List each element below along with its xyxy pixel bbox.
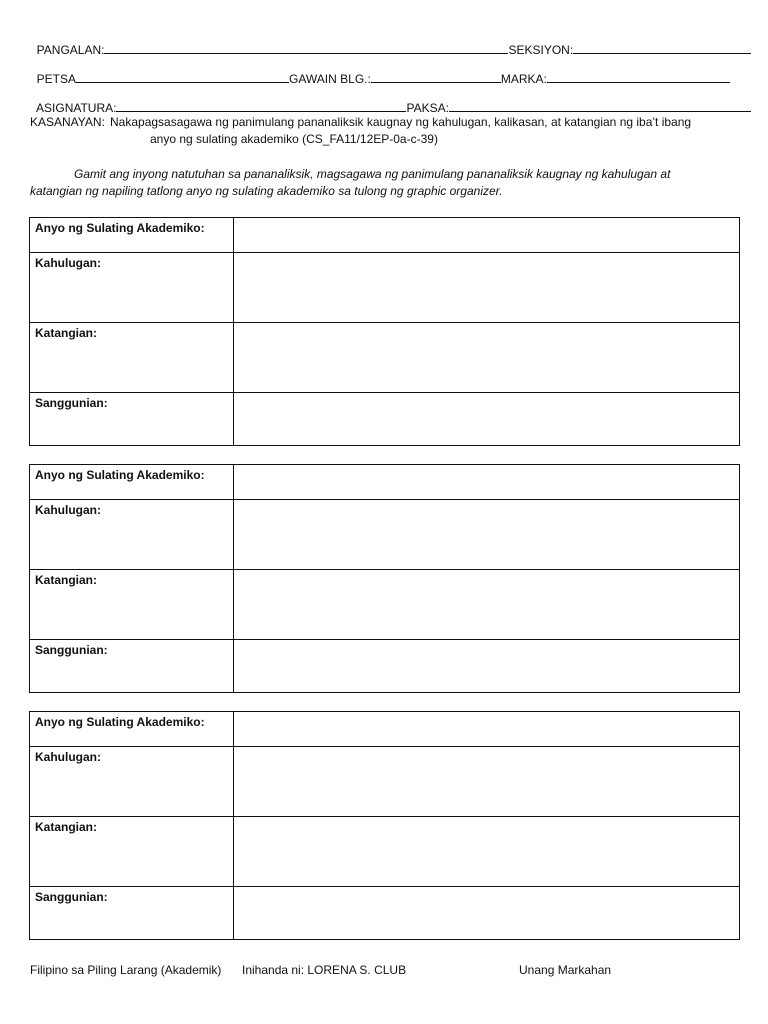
kasanayan-line-1: Nakapagsasagawa ng panimulang pananaliksik kaugnay ng kahulugan, kalikasan, at katangian ng iba’t ibang xyxy=(110,115,692,129)
kasanayan-line-2: anyo ng sulating akademiko (CS_FA11/12EP-0a-c-39) xyxy=(150,132,438,146)
katangian-label: Katangian: xyxy=(30,817,234,887)
kahulugan-label: Kahulugan: xyxy=(30,253,234,323)
asignatura-label: ASIGNATURA: xyxy=(36,101,117,115)
asignatura-field[interactable] xyxy=(116,100,406,112)
katangian-answer-cell[interactable] xyxy=(234,817,740,887)
marka-field[interactable] xyxy=(547,71,730,83)
kasanayan-label: KASANAYAN: xyxy=(30,115,105,129)
kasanayan-text xyxy=(110,114,730,148)
organizer-row-katangian xyxy=(30,817,740,887)
marka-label: MARKA: xyxy=(500,72,547,86)
instructions-line-2: katangian ng napiling tatlong anyo ng sulating akademiko sa tulong ng graphic organizer. xyxy=(30,184,503,198)
header-row-3 xyxy=(30,86,751,115)
petsa-field[interactable] xyxy=(76,71,289,83)
kahulugan-answer-cell[interactable] xyxy=(234,500,740,570)
sanggunian-label: Sanggunian: xyxy=(30,393,234,446)
katangian-label: Katangian: xyxy=(30,323,234,393)
sanggunian-label: Sanggunian: xyxy=(30,640,234,693)
anyo-label: Anyo ng Sulating Akademiko: xyxy=(30,465,234,500)
sanggunian-answer-cell[interactable] xyxy=(234,393,740,446)
header-row-1 xyxy=(30,28,751,57)
pangalan-label: PANGALAN: xyxy=(36,43,105,57)
instructions-line-1: Gamit ang inyong natutuhan sa pananaliksik, magsagawa ng panimulang pananaliksik kaugnay ng kahulugan at xyxy=(74,167,671,181)
organizer-row-kahulugan xyxy=(30,500,740,570)
paksa-label: PAKSA: xyxy=(406,101,449,115)
sanggunian-label: Sanggunian: xyxy=(30,887,234,940)
petsa-label: PETSA xyxy=(36,72,77,86)
organizer-row-anyo xyxy=(30,712,740,747)
kahulugan-label: Kahulugan: xyxy=(30,747,234,817)
anyo-label: Anyo ng Sulating Akademiko: xyxy=(30,712,234,747)
organizer-row-anyo xyxy=(30,465,740,500)
gawain-label: GAWAIN BLG.: xyxy=(289,72,371,86)
graphic-organizer-1 xyxy=(29,217,740,446)
header-row-2 xyxy=(30,57,730,86)
anyo-answer-cell[interactable] xyxy=(234,218,740,253)
organizer-row-kahulugan xyxy=(30,747,740,817)
footer-quarter: Unang Markahan xyxy=(519,963,612,977)
graphic-organizer-2 xyxy=(29,464,740,693)
organizer-row-katangian xyxy=(30,323,740,393)
pangalan-field[interactable] xyxy=(104,42,508,54)
katangian-label: Katangian: xyxy=(30,570,234,640)
instructions xyxy=(30,166,738,200)
seksiyon-label: SEKSIYON: xyxy=(508,43,574,57)
kahulugan-label: Kahulugan: xyxy=(30,500,234,570)
organizer-row-katangian xyxy=(30,570,740,640)
kahulugan-answer-cell[interactable] xyxy=(234,253,740,323)
seksiyon-field[interactable] xyxy=(573,42,751,54)
organizer-row-sanggunian xyxy=(30,640,740,693)
organizer-row-anyo xyxy=(30,218,740,253)
katangian-answer-cell[interactable] xyxy=(234,570,740,640)
paksa-field[interactable] xyxy=(449,100,751,112)
sanggunian-answer-cell[interactable] xyxy=(234,640,740,693)
anyo-label: Anyo ng Sulating Akademiko: xyxy=(30,218,234,253)
footer-prepared-by: Inihanda ni: LORENA S. CLUB xyxy=(242,963,407,977)
gawain-field[interactable] xyxy=(371,71,501,83)
organizer-row-sanggunian xyxy=(30,393,740,446)
katangian-answer-cell[interactable] xyxy=(234,323,740,393)
kahulugan-answer-cell[interactable] xyxy=(234,747,740,817)
organizer-row-kahulugan xyxy=(30,253,740,323)
anyo-answer-cell[interactable] xyxy=(234,712,740,747)
anyo-answer-cell[interactable] xyxy=(234,465,740,500)
footer-subject: Filipino sa Piling Larang (Akademik) xyxy=(30,963,222,977)
organizer-row-sanggunian xyxy=(30,887,740,940)
sanggunian-answer-cell[interactable] xyxy=(234,887,740,940)
graphic-organizer-3 xyxy=(29,711,740,940)
